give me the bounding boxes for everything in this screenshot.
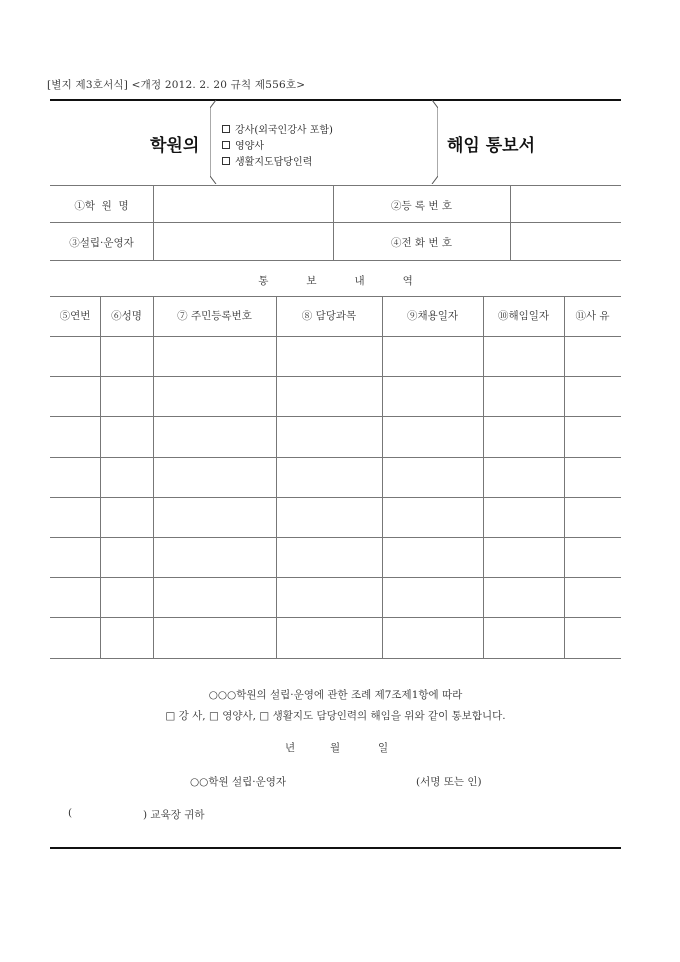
table-cell[interactable] [277, 458, 382, 497]
recipient-open: ( [68, 807, 73, 819]
table-cell[interactable] [154, 538, 276, 577]
section-title: 통보내역 [258, 275, 451, 287]
notice-table-bottom-rule [50, 658, 621, 659]
table-cell[interactable] [565, 458, 621, 497]
date-month: 월 [330, 742, 341, 754]
table-cell[interactable] [51, 337, 100, 376]
input-registration-no[interactable] [511, 186, 620, 221]
input-phone[interactable] [511, 223, 620, 259]
table-cell[interactable] [565, 337, 621, 376]
table-cell[interactable] [277, 578, 382, 617]
table-cell[interactable] [277, 337, 382, 376]
label-registration-no: ②등 록 번 호 [390, 200, 453, 212]
checkbox[interactable] [222, 125, 230, 133]
label-phone: ④전 화 번 호 [390, 237, 453, 249]
table-cell[interactable] [484, 498, 564, 537]
signer-label: ○○학원 설립·운영자 [190, 776, 286, 788]
table-cell[interactable] [565, 377, 621, 416]
table-cell[interactable] [484, 458, 564, 497]
input-founder[interactable] [154, 223, 332, 259]
table-cell[interactable] [383, 538, 483, 577]
table-row [50, 458, 621, 497]
column-header: ⑥성명 [111, 310, 142, 322]
table-cell[interactable] [101, 458, 153, 497]
table-cell[interactable] [101, 618, 153, 657]
table-cell[interactable] [154, 618, 276, 657]
table-cell[interactable] [154, 578, 276, 617]
column-header: ⑩해임일자 [497, 310, 550, 322]
title-left: 학원의 [150, 136, 200, 156]
table-cell[interactable] [484, 618, 564, 657]
table-cell[interactable] [484, 578, 564, 617]
option-nutritionist[interactable] [222, 137, 264, 152]
table-cell[interactable] [154, 458, 276, 497]
column-header: ⑪사 유 [575, 310, 610, 322]
header-note: [별지 제3호서식] <개정 2012. 2. 20 규칙 제556호> [47, 79, 306, 91]
table-cell[interactable] [277, 618, 382, 657]
column-header: ⑨채용일자 [406, 310, 459, 322]
table-cell[interactable] [101, 578, 153, 617]
date-year: 년 [285, 742, 296, 754]
table-cell[interactable] [277, 498, 382, 537]
table-cell[interactable] [101, 417, 153, 456]
table-cell[interactable] [154, 498, 276, 537]
title-right: 해임 통보서 [447, 136, 536, 156]
column-header: ⑦ 주민등록번호 [177, 310, 252, 322]
footer-line-2: □ 강 사, □ 영양사, □ 생활지도 담당인력의 해임을 위와 같이 통보합니다. [165, 710, 506, 722]
table-cell[interactable] [101, 538, 153, 577]
table-cell[interactable] [51, 538, 100, 577]
table-cell[interactable] [383, 578, 483, 617]
table-cell[interactable] [565, 498, 621, 537]
table-cell[interactable] [565, 417, 621, 456]
option-label: 생활지도담당인력 [235, 157, 313, 168]
table-row [50, 417, 621, 456]
footer-line-1: ○○○학원의 설립·운영에 관한 조례 제7조제1항에 따라 [208, 689, 463, 701]
table-cell[interactable] [101, 337, 153, 376]
checkbox[interactable] [222, 157, 230, 165]
table-cell[interactable] [565, 538, 621, 577]
column-header: ⑤연번 [59, 310, 91, 322]
table-cell[interactable] [565, 578, 621, 617]
option-guidance-staff[interactable] [222, 153, 312, 168]
table-cell[interactable] [383, 498, 483, 537]
date-day: 일 [378, 742, 389, 754]
option-label: 영양사 [235, 141, 264, 152]
option-instructor[interactable] [222, 121, 333, 136]
table-cell[interactable] [383, 417, 483, 456]
signature-note: (서명 또는 인) [416, 776, 482, 788]
table-cell[interactable] [277, 538, 382, 577]
table-cell[interactable] [565, 618, 621, 657]
bottom-rule [50, 847, 621, 849]
table-cell[interactable] [383, 458, 483, 497]
table-cell[interactable] [101, 498, 153, 537]
table-cell[interactable] [383, 618, 483, 657]
table-row [50, 377, 621, 416]
table-cell[interactable] [51, 417, 100, 456]
table-cell[interactable] [484, 337, 564, 376]
table-row [50, 578, 621, 617]
table-row [50, 538, 621, 577]
recipient-field[interactable] [76, 804, 140, 822]
table-cell[interactable] [51, 578, 100, 617]
section-rule [50, 296, 621, 297]
table-cell[interactable] [51, 377, 100, 416]
label-founder: ③설립·운영자 [69, 237, 134, 249]
info-bottom-rule [50, 260, 621, 261]
table-cell[interactable] [484, 538, 564, 577]
table-cell[interactable] [383, 377, 483, 416]
table-row [50, 337, 621, 376]
label-academy-name: ①학 원 명 [74, 200, 129, 212]
table-cell[interactable] [383, 337, 483, 376]
table-cell[interactable] [484, 377, 564, 416]
table-cell[interactable] [51, 458, 100, 497]
checkbox[interactable] [222, 141, 230, 149]
table-cell[interactable] [154, 417, 276, 456]
table-cell[interactable] [101, 377, 153, 416]
table-cell[interactable] [484, 417, 564, 456]
option-label: 강사(외국인강사 포함) [235, 125, 333, 136]
table-cell[interactable] [277, 417, 382, 456]
table-cell[interactable] [154, 337, 276, 376]
recipient-close: ) 교육장 귀하 [143, 809, 205, 821]
input-academy-name[interactable] [154, 186, 332, 221]
table-cell[interactable] [51, 498, 100, 537]
table-row [50, 498, 621, 537]
table-cell[interactable] [277, 377, 382, 416]
table-cell[interactable] [154, 377, 276, 416]
table-row [50, 618, 621, 657]
table-cell[interactable] [51, 618, 100, 657]
column-header: ⑧ 담당과목 [301, 310, 357, 322]
